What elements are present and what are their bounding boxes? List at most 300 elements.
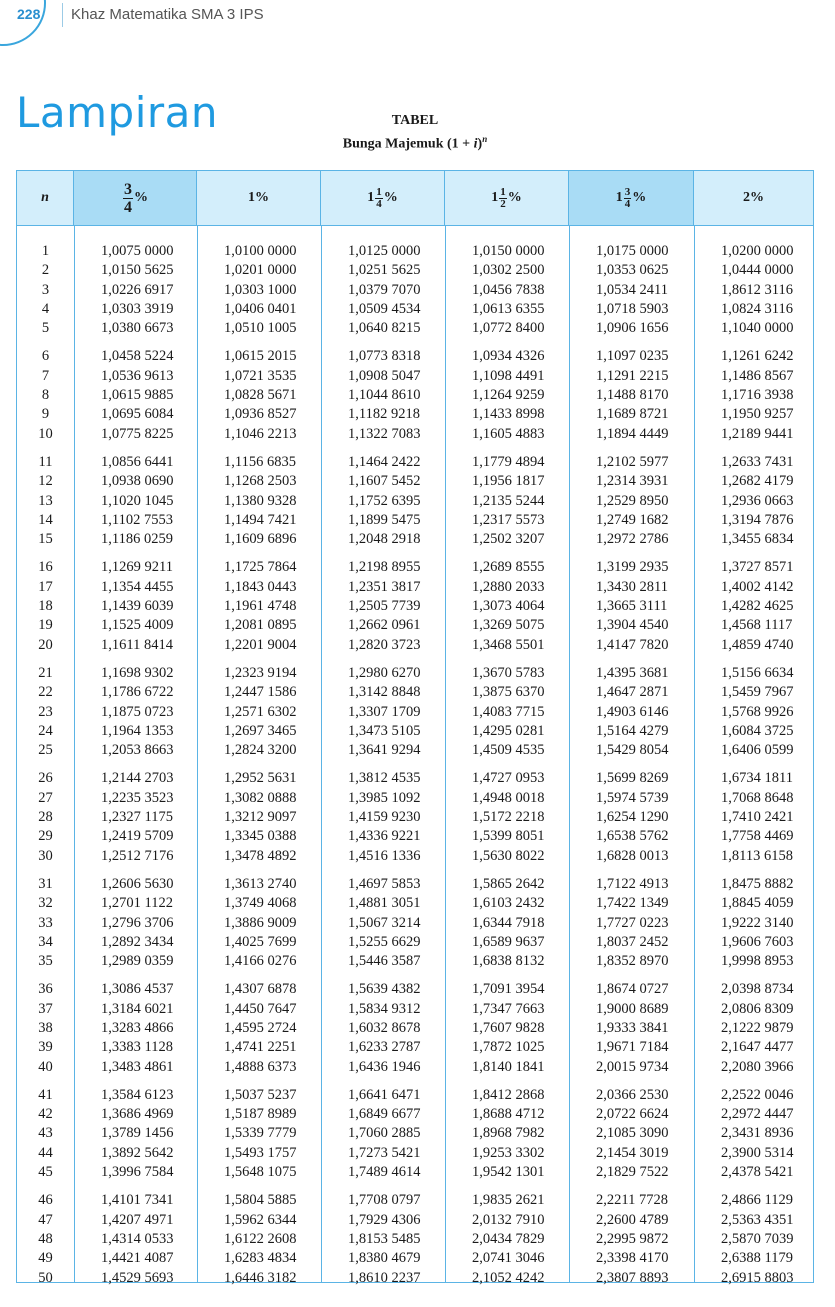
cell-n: 26 [38, 770, 53, 787]
cell-1-percent: 1,5037 5237 [224, 1086, 297, 1103]
cell-1-percent: 1,0406 0401 [224, 300, 297, 317]
cell-2-percent: 1,8612 3116 [721, 281, 793, 298]
cell-1-1-4-percent: 1,8610 2237 [348, 1269, 421, 1286]
cell-3-4-percent: 1,0695 6084 [101, 406, 174, 423]
cell-1-1-2-percent: 1,3073 4064 [472, 598, 545, 615]
cell-1-1-4-percent: 1,7273 5421 [348, 1144, 421, 1161]
cell-1-percent: 1,3749 4068 [224, 895, 297, 912]
cell-1-percent: 1,1843 0443 [224, 578, 297, 595]
row-group [17, 347, 813, 443]
cell-2-percent: 2,5870 7039 [721, 1230, 794, 1247]
table-row [17, 261, 813, 280]
cell-1-3-4-percent: 1,4147 7820 [596, 636, 669, 653]
cell-n: 46 [38, 1192, 53, 1209]
cell-1-3-4-percent: 1,0534 2411 [596, 281, 668, 298]
cell-2-percent: 1,0200 0000 [721, 243, 794, 259]
cell-1-1-2-percent: 1,8688 4712 [472, 1106, 545, 1123]
cell-1-1-2-percent: 1,1956 1817 [472, 473, 545, 490]
table-row [17, 453, 813, 472]
cell-n: 21 [38, 664, 53, 681]
cell-2-percent: 1,7758 4469 [721, 828, 794, 845]
cell-2-percent: 1,4002 4142 [721, 578, 794, 595]
cell-1-1-2-percent: 1,4083 7715 [472, 703, 545, 720]
cell-2-percent: 1,1261 6242 [721, 348, 794, 365]
cell-1-1-2-percent: 1,7607 9828 [472, 1019, 545, 1036]
table-row [17, 847, 813, 866]
cell-n: 40 [38, 1058, 53, 1075]
cell-3-4-percent: 1,0856 6441 [101, 453, 174, 470]
cell-1-3-4-percent: 1,8352 8970 [596, 953, 669, 970]
cell-2-percent: 1,7068 8648 [721, 789, 794, 806]
cell-1-1-2-percent: 1,6103 2432 [472, 895, 545, 912]
cell-3-4-percent: 1,2327 1175 [101, 809, 173, 826]
cell-3-4-percent: 1,2419 5709 [101, 828, 174, 845]
cell-1-3-4-percent: 1,4647 2871 [596, 684, 669, 701]
cell-2-percent: 2,0806 8309 [721, 1000, 794, 1017]
cell-1-3-4-percent: 1,3904 4540 [596, 617, 669, 634]
cell-2-percent: 1,2633 7431 [721, 453, 794, 470]
cell-3-4-percent: 1,4314 0533 [101, 1230, 174, 1247]
cell-1-percent: 1,4888 6373 [224, 1058, 297, 1075]
cell-2-percent: 1,5768 9926 [721, 703, 794, 720]
cell-1-1-2-percent: 1,1779 4894 [472, 453, 545, 470]
table-row [17, 405, 813, 424]
table-row [17, 952, 813, 971]
cell-3-4-percent: 1,2053 8663 [101, 742, 174, 759]
cell-1-1-4-percent: 1,5067 3214 [348, 914, 421, 931]
cell-1-percent: 1,2081 0895 [224, 617, 297, 634]
table-row [17, 1230, 813, 1249]
cell-1-1-4-percent: 1,6032 8678 [348, 1019, 421, 1036]
table-row [17, 1163, 813, 1182]
cell-1-3-4-percent: 2,3398 4170 [596, 1250, 669, 1267]
cell-n: 31 [38, 875, 53, 892]
cell-1-3-4-percent: 1,2314 3931 [596, 473, 669, 490]
cell-1-percent: 1,0615 2015 [224, 348, 297, 365]
cell-n: 44 [38, 1144, 53, 1161]
cell-3-4-percent: 1,3686 4969 [101, 1106, 174, 1123]
table-row [17, 1019, 813, 1038]
cell-3-4-percent: 1,0380 6673 [101, 320, 174, 337]
cell-1-percent: 1,1725 7864 [224, 559, 297, 576]
cell-1-1-4-percent: 1,1752 6395 [348, 492, 421, 509]
cell-1-1-4-percent: 1,3641 9294 [348, 742, 421, 759]
cell-n: 16 [38, 559, 53, 576]
column-header-1-3-4-percent: 1 $\frac{3}{4}$ % [569, 171, 694, 225]
cell-n: 34 [38, 933, 53, 950]
row-group [17, 875, 813, 971]
cell-n: 33 [38, 914, 53, 931]
cell-3-4-percent: 1,2235 3523 [101, 789, 174, 806]
cell-n: 15 [38, 531, 53, 548]
cell-1-percent: 1,1961 4748 [224, 598, 297, 615]
cell-1-3-4-percent: 1,8037 2452 [596, 933, 669, 950]
table-row [17, 894, 813, 913]
cell-2-percent: 1,0824 3116 [721, 300, 793, 317]
cell-3-4-percent: 1,3584 6123 [101, 1086, 174, 1103]
cell-2-percent: 1,3194 7876 [721, 511, 794, 528]
cell-1-3-4-percent: 2,1085 3090 [596, 1125, 669, 1142]
cell-1-1-2-percent: 2,0741 3046 [472, 1250, 545, 1267]
cell-1-3-4-percent: 1,1488 8170 [596, 387, 669, 404]
cell-1-percent: 1,1380 9328 [224, 492, 297, 509]
cell-1-3-4-percent: 1,5974 5739 [596, 789, 669, 806]
cell-2-percent: 1,6406 0599 [721, 742, 794, 759]
table-row [17, 808, 813, 827]
cell-2-percent: 1,2936 0663 [721, 492, 794, 509]
cell-1-percent: 1,3212 9097 [224, 809, 297, 826]
cell-3-4-percent: 1,4207 4971 [101, 1211, 174, 1228]
table-body [17, 242, 813, 1297]
table-row [17, 281, 813, 300]
cell-1-percent: 1,5493 1757 [224, 1144, 297, 1161]
cell-1-percent: 1,1609 6896 [224, 531, 297, 548]
cell-1-3-4-percent: 2,2211 7728 [596, 1192, 668, 1209]
cell-n: 47 [38, 1211, 53, 1228]
cell-1-percent: 1,3478 4892 [224, 847, 297, 864]
table-row [17, 664, 813, 683]
cell-1-1-2-percent: 1,2317 5573 [472, 511, 545, 528]
cell-2-percent: 2,3431 8936 [721, 1125, 794, 1142]
cell-1-1-2-percent: 1,1264 9259 [472, 387, 545, 404]
cell-1-3-4-percent: 1,4903 6146 [596, 703, 669, 720]
cell-1-percent: 1,1494 7421 [224, 511, 297, 528]
cell-3-4-percent: 1,0536 9613 [101, 367, 174, 384]
cell-3-4-percent: 1,4421 4087 [101, 1250, 174, 1267]
cell-1-1-2-percent: 1,0456 7838 [472, 281, 545, 298]
cell-2-percent: 1,6084 3725 [721, 722, 794, 739]
header-divider [62, 3, 63, 27]
cell-1-1-4-percent: 1,5639 4382 [348, 981, 421, 998]
cell-1-3-4-percent: 1,3665 3111 [596, 598, 668, 615]
column-header-1-1-2-percent: 1 $\frac{1}{2}$ % [445, 171, 569, 225]
cell-n: 32 [38, 895, 53, 912]
cell-2-percent: 2,1647 4477 [721, 1039, 794, 1056]
cell-2-percent: 1,9222 3140 [721, 914, 794, 931]
cell-3-4-percent: 1,4101 7341 [101, 1192, 174, 1209]
cell-n: 24 [38, 722, 53, 739]
cell-1-percent: 1,5962 6344 [224, 1211, 297, 1228]
cell-1-1-2-percent: 1,4727 0953 [472, 770, 545, 787]
cell-1-1-2-percent: 1,1433 8998 [472, 406, 545, 423]
cell-3-4-percent: 1,1786 6722 [101, 684, 174, 701]
cell-3-4-percent: 1,3283 4866 [101, 1019, 174, 1036]
cell-1-percent: 1,1268 2503 [224, 473, 297, 490]
cell-2-percent: 1,1486 8567 [721, 367, 794, 384]
cell-1-3-4-percent: 1,0906 1656 [596, 320, 669, 337]
cell-1-1-2-percent: 1,3670 5783 [472, 664, 545, 681]
cell-2-percent: 1,4859 4740 [721, 636, 794, 653]
row-group [17, 242, 813, 338]
cell-1-3-4-percent: 1,6254 1290 [596, 809, 669, 826]
cell-1-percent: 1,0721 3535 [224, 367, 297, 384]
cell-1-1-2-percent: 1,5630 8022 [472, 847, 545, 864]
cell-1-percent: 1,3886 9009 [224, 914, 297, 931]
cell-2-percent: 1,2682 4179 [721, 473, 794, 490]
cell-n: 36 [38, 981, 53, 998]
cell-n: 14 [38, 511, 53, 528]
cell-1-1-4-percent: 1,0509 4534 [348, 300, 421, 317]
cell-1-percent: 1,3345 0388 [224, 828, 297, 845]
cell-1-1-4-percent: 1,1182 9218 [348, 406, 420, 423]
cell-1-percent: 1,5187 8989 [224, 1106, 297, 1123]
table-row [17, 914, 813, 933]
cell-1-1-2-percent: 1,8968 7982 [472, 1125, 545, 1142]
cell-2-percent: 2,2972 4447 [721, 1106, 794, 1123]
cell-n: 5 [41, 320, 50, 337]
cell-1-3-4-percent: 1,0353 0625 [596, 262, 669, 279]
cell-3-4-percent: 1,2701 1122 [101, 895, 173, 912]
cell-1-1-4-percent: 1,2198 8955 [348, 559, 421, 576]
cell-1-percent: 1,1156 6835 [224, 453, 296, 470]
cell-1-1-4-percent: 1,5834 9312 [348, 1000, 421, 1017]
cell-1-percent: 1,0100 0000 [224, 243, 297, 259]
cell-1-percent: 1,0828 5671 [224, 387, 297, 404]
cell-3-4-percent: 1,0150 5625 [101, 262, 174, 279]
cell-1-3-4-percent: 1,7422 1349 [596, 895, 669, 912]
cell-1-3-4-percent: 1,7122 4913 [596, 875, 669, 892]
cell-1-3-4-percent: 1,3199 2935 [596, 559, 669, 576]
cell-1-1-2-percent: 1,5865 2642 [472, 875, 545, 892]
cell-1-3-4-percent: 2,2600 4789 [596, 1211, 669, 1228]
cell-3-4-percent: 1,0303 3919 [101, 300, 174, 317]
cell-1-1-4-percent: 1,5446 3587 [348, 953, 421, 970]
cell-1-3-4-percent: 2,2995 9872 [596, 1230, 669, 1247]
cell-1-3-4-percent: 1,9671 7184 [596, 1039, 669, 1056]
table-row [17, 492, 813, 511]
cell-2-percent: 2,0398 8734 [721, 981, 794, 998]
table-row [17, 703, 813, 722]
table-row [17, 1269, 813, 1288]
cell-1-1-2-percent: 1,0302 2500 [472, 262, 545, 279]
cell-1-3-4-percent: 2,0366 2530 [596, 1086, 669, 1103]
cell-n: 37 [38, 1000, 53, 1017]
cell-2-percent: 1,6734 1811 [721, 770, 793, 787]
cell-1-1-4-percent: 1,4516 1336 [348, 847, 421, 864]
row-group [17, 980, 813, 1076]
table-row [17, 1249, 813, 1268]
column-header-3-4-percent: $\frac{3}{4}$ % [74, 171, 197, 225]
cell-2-percent: 1,7410 2421 [721, 809, 794, 826]
cell-2-percent: 1,1716 3938 [721, 387, 794, 404]
table-row [17, 578, 813, 597]
cell-1-3-4-percent: 1,9333 3841 [596, 1019, 669, 1036]
cell-n: 35 [38, 953, 53, 970]
cell-1-percent: 1,0936 8527 [224, 406, 297, 423]
cell-1-1-2-percent: 1,9542 1301 [472, 1164, 545, 1181]
cell-1-1-4-percent: 1,2351 3817 [348, 578, 421, 595]
cell-n: 4 [41, 300, 50, 317]
cell-n: 41 [38, 1086, 53, 1103]
cell-3-4-percent: 1,0075 0000 [101, 243, 174, 259]
cell-1-1-4-percent: 1,6436 1946 [348, 1058, 421, 1075]
cell-2-percent: 1,5156 6634 [721, 664, 794, 681]
row-group [17, 558, 813, 654]
cell-n: 42 [38, 1106, 53, 1123]
cell-1-1-2-percent: 1,0613 6355 [472, 300, 545, 317]
cell-1-3-4-percent: 1,6828 0013 [596, 847, 669, 864]
cell-1-1-4-percent: 1,7929 4306 [348, 1211, 421, 1228]
table-row [17, 722, 813, 741]
cell-n: 17 [38, 578, 53, 595]
row-group [17, 453, 813, 549]
cell-n: 29 [38, 828, 53, 845]
cell-1-1-4-percent: 1,4159 9230 [348, 809, 421, 826]
cell-1-percent: 1,6122 2608 [224, 1230, 297, 1247]
cell-1-1-4-percent: 1,3473 5105 [348, 722, 421, 739]
table-title [300, 112, 530, 154]
cell-3-4-percent: 1,0226 6917 [101, 281, 174, 298]
cell-2-percent: 2,6915 8803 [721, 1269, 794, 1286]
cell-3-4-percent: 1,2512 7176 [101, 847, 174, 864]
cell-n: 45 [38, 1164, 53, 1181]
cell-1-1-2-percent: 1,0772 8400 [472, 320, 545, 337]
cell-1-3-4-percent: 2,1829 7522 [596, 1164, 669, 1181]
cell-3-4-percent: 1,3789 1456 [101, 1125, 174, 1142]
cell-n: 6 [41, 348, 50, 365]
cell-1-3-4-percent: 1,9000 8689 [596, 1000, 669, 1017]
cell-2-percent: 2,4378 5421 [721, 1164, 794, 1181]
cell-3-4-percent: 1,1269 9211 [101, 559, 173, 576]
cell-2-percent: 2,2522 0046 [721, 1086, 794, 1103]
cell-3-4-percent: 1,0458 5224 [101, 348, 174, 365]
cell-3-4-percent: 1,2989 0359 [101, 953, 174, 970]
cell-3-4-percent: 1,1102 7553 [101, 511, 173, 528]
cell-1-1-2-percent: 1,2689 8555 [472, 559, 545, 576]
cell-3-4-percent: 1,3383 1128 [101, 1039, 173, 1056]
cell-2-percent: 1,8475 8882 [721, 875, 794, 892]
cell-1-1-2-percent: 1,4948 0018 [472, 789, 545, 806]
cell-3-4-percent: 1,1186 0259 [101, 531, 173, 548]
table-row [17, 683, 813, 702]
cell-1-1-4-percent: 1,6233 2787 [348, 1039, 421, 1056]
cell-3-4-percent: 1,1439 6039 [101, 598, 174, 615]
cell-1-percent: 1,2571 6302 [224, 703, 297, 720]
table-row [17, 300, 813, 319]
cell-2-percent: 2,1222 9879 [721, 1019, 794, 1036]
cell-1-percent: 1,6446 3182 [224, 1269, 297, 1286]
cell-1-percent: 1,3613 2740 [224, 875, 297, 892]
cell-1-3-4-percent: 1,2749 1682 [596, 511, 669, 528]
table-row [17, 616, 813, 635]
page-number: 228 [17, 6, 41, 22]
cell-2-percent: 2,4866 1129 [721, 1192, 793, 1209]
table-row [17, 1191, 813, 1210]
cell-1-1-2-percent: 1,3875 6370 [472, 684, 545, 701]
cell-1-3-4-percent: 1,1689 8721 [596, 406, 669, 423]
cell-3-4-percent: 1,3184 6021 [101, 1000, 174, 1017]
cell-3-4-percent: 1,0938 0690 [101, 473, 174, 490]
cell-n: 38 [38, 1019, 53, 1036]
cell-n: 11 [38, 453, 53, 470]
cell-2-percent: 2,5363 4351 [721, 1211, 794, 1228]
cell-2-percent: 2,6388 1179 [721, 1250, 793, 1267]
row-group [17, 1191, 813, 1287]
table-row [17, 1000, 813, 1019]
cell-1-1-2-percent: 1,2135 5244 [472, 492, 545, 509]
table-title-line2: Bunga Majemuk $(1 + i)^n$ [342, 134, 488, 152]
cell-n: 48 [38, 1230, 53, 1247]
cell-n: 10 [38, 425, 53, 442]
cell-1-1-4-percent: 1,4697 5853 [348, 875, 421, 892]
cell-1-1-2-percent: 1,3468 5501 [472, 636, 545, 653]
cell-1-percent: 1,0201 0000 [224, 262, 297, 279]
cell-1-3-4-percent: 1,1097 0235 [596, 348, 669, 365]
row-group [17, 769, 813, 865]
cell-1-3-4-percent: 1,4395 3681 [596, 664, 669, 681]
cell-1-3-4-percent: 1,2529 8950 [596, 492, 669, 509]
table-row [17, 789, 813, 808]
cell-n: 8 [41, 387, 50, 404]
cell-2-percent: 1,9606 7603 [721, 933, 794, 950]
cell-1-percent: 1,0303 1000 [224, 281, 297, 298]
cell-1-1-4-percent: 1,0773 8318 [348, 348, 421, 365]
cell-1-percent: 1,2824 3200 [224, 742, 297, 759]
cell-1-3-4-percent: 1,7727 0223 [596, 914, 669, 931]
cell-3-4-percent: 1,1020 1045 [101, 492, 174, 509]
cell-1-1-4-percent: 1,3307 1709 [348, 703, 421, 720]
table-row [17, 769, 813, 788]
cell-3-4-percent: 1,1964 1353 [101, 722, 174, 739]
cell-1-3-4-percent: 1,1894 4449 [596, 425, 669, 442]
table-row [17, 347, 813, 366]
row-group [17, 664, 813, 760]
cell-1-1-4-percent: 1,8380 4679 [348, 1250, 421, 1267]
cell-1-1-4-percent: 1,0640 8215 [348, 320, 421, 337]
table-header-row [17, 171, 813, 226]
table-row [17, 1105, 813, 1124]
row-group [17, 1086, 813, 1182]
table-row [17, 425, 813, 444]
cell-2-percent: 1,9998 8953 [721, 953, 794, 970]
cell-n: 12 [38, 473, 53, 490]
cell-n: 28 [38, 809, 53, 826]
cell-1-percent: 1,1046 2213 [224, 425, 297, 442]
table-row [17, 558, 813, 577]
cell-1-3-4-percent: 1,6538 5762 [596, 828, 669, 845]
table-row [17, 933, 813, 952]
table-row [17, 1124, 813, 1143]
cell-1-3-4-percent: 1,1291 2215 [596, 367, 669, 384]
cell-1-1-4-percent: 1,1464 2422 [348, 453, 421, 470]
cell-1-3-4-percent: 1,8674 0727 [596, 981, 669, 998]
cell-3-4-percent: 1,1611 8414 [101, 636, 173, 653]
cell-n: 2 [41, 262, 50, 279]
cell-1-1-4-percent: 1,8153 5485 [348, 1230, 421, 1247]
cell-1-1-4-percent: 1,1899 5475 [348, 511, 421, 528]
column-header-1-percent: 1% [197, 171, 321, 225]
cell-1-percent: 1,4166 0276 [224, 953, 297, 970]
cell-n: 22 [38, 684, 53, 701]
table-row [17, 1211, 813, 1230]
cell-1-1-2-percent: 2,1052 4242 [472, 1269, 545, 1286]
cell-1-3-4-percent: 2,1454 3019 [596, 1144, 669, 1161]
cell-1-1-2-percent: 1,6589 9637 [472, 933, 545, 950]
cell-n: 25 [38, 742, 53, 759]
table-row [17, 636, 813, 655]
cell-1-3-4-percent: 1,3430 2811 [596, 578, 668, 595]
cell-1-1-2-percent: 1,7091 3954 [472, 981, 545, 998]
cell-1-1-4-percent: 1,5255 6629 [348, 933, 421, 950]
cell-3-4-percent: 1,1525 4009 [101, 617, 174, 634]
cell-2-percent: 1,8845 4059 [721, 895, 794, 912]
cell-1-3-4-percent: 1,2102 5977 [596, 453, 669, 470]
table-row [17, 319, 813, 338]
cell-1-1-2-percent: 1,6344 7918 [472, 914, 545, 931]
compound-interest-table [16, 170, 814, 1286]
cell-3-4-percent: 1,0775 8225 [101, 425, 174, 442]
cell-1-percent: 1,6283 4834 [224, 1250, 297, 1267]
